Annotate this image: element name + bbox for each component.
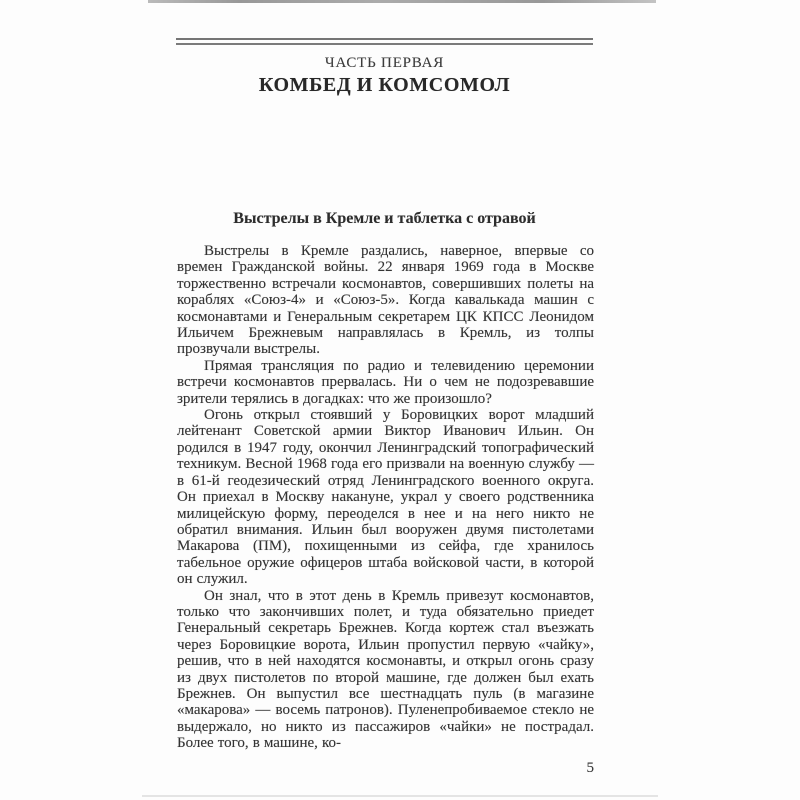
paragraph: Он знал, что в этот день в Кремль привезут космонавтов, только что закончивших полет, и туда обязательно приедет Генеральный секретарь Брежнев. Когда кортеж стал въезжать через Боровицкие ворота, Ильин пропустил первую «чайку», решив, что в ней находятся космонавты, и открыл огонь сразу из двух пистолетов по второй машине, где должен был ехать Брежнев. Он выпустил все шестнадцать пуль (в магазине «макарова» — восемь патронов). Пуленепробиваемое стекло не выдержало, но никто из пассажиров «чайки» не пострадал. Более того, в машине, ко-: [177, 587, 594, 752]
chapter-heading: Выстрелы в Кремле и таблетка с отравой: [233, 210, 536, 227]
part-label: ЧАСТЬ ПЕРВАЯ: [324, 55, 445, 71]
scan-edge-bottom-artifact: [142, 795, 658, 797]
page-number: 5: [586, 760, 594, 776]
part-title: КОМБЕД И КОМСОМОЛ: [258, 74, 511, 96]
body-text: [177, 243, 594, 752]
header-double-rule: [176, 38, 593, 45]
paragraph: Прямая трансляция по радио и телевидению церемонии встречи космонавтов прервалась. Ни о чем не подозревавшие зрители терялись в догадках: что же произошло?: [177, 357, 594, 407]
scan-edge-top-artifact: [148, 0, 656, 3]
paragraph: Огонь открыл стоявший у Боровицких ворот младший лейтенант Советской армии Виктор Иванович Ильин. Он родился в 1947 году, окончил Ленинградский топографический техникум. Весной 1968 года его призвали на военную службу — в 61-й геодезический отряд Ленинградского военного округа. Он приехал в Москву накануне, украл у своего родственника милицейскую форму, переоделся в нее и на него никто не обратил внимания. Ильин был вооружен двумя пистолетами Макарова (ПМ), похищенными из сейфа, где хранилось табельное оружие офицеров штаба войсковой части, в которой он служил.: [177, 407, 594, 588]
paragraph: Выстрелы в Кремле раздались, наверное, впервые со времен Гражданской войны. 22 января 1969 года в Москве торжественно встречали космонавтов, совершивших полеты на кораблях «Союз-4» и «Союз-5». Когда кавалькада машин с космонавтами и Генеральным секретарем ЦК КПСС Леонидом Ильичем Брежневым направлялась в Кремль, из толпы прозвучали выстрелы.: [177, 243, 594, 358]
